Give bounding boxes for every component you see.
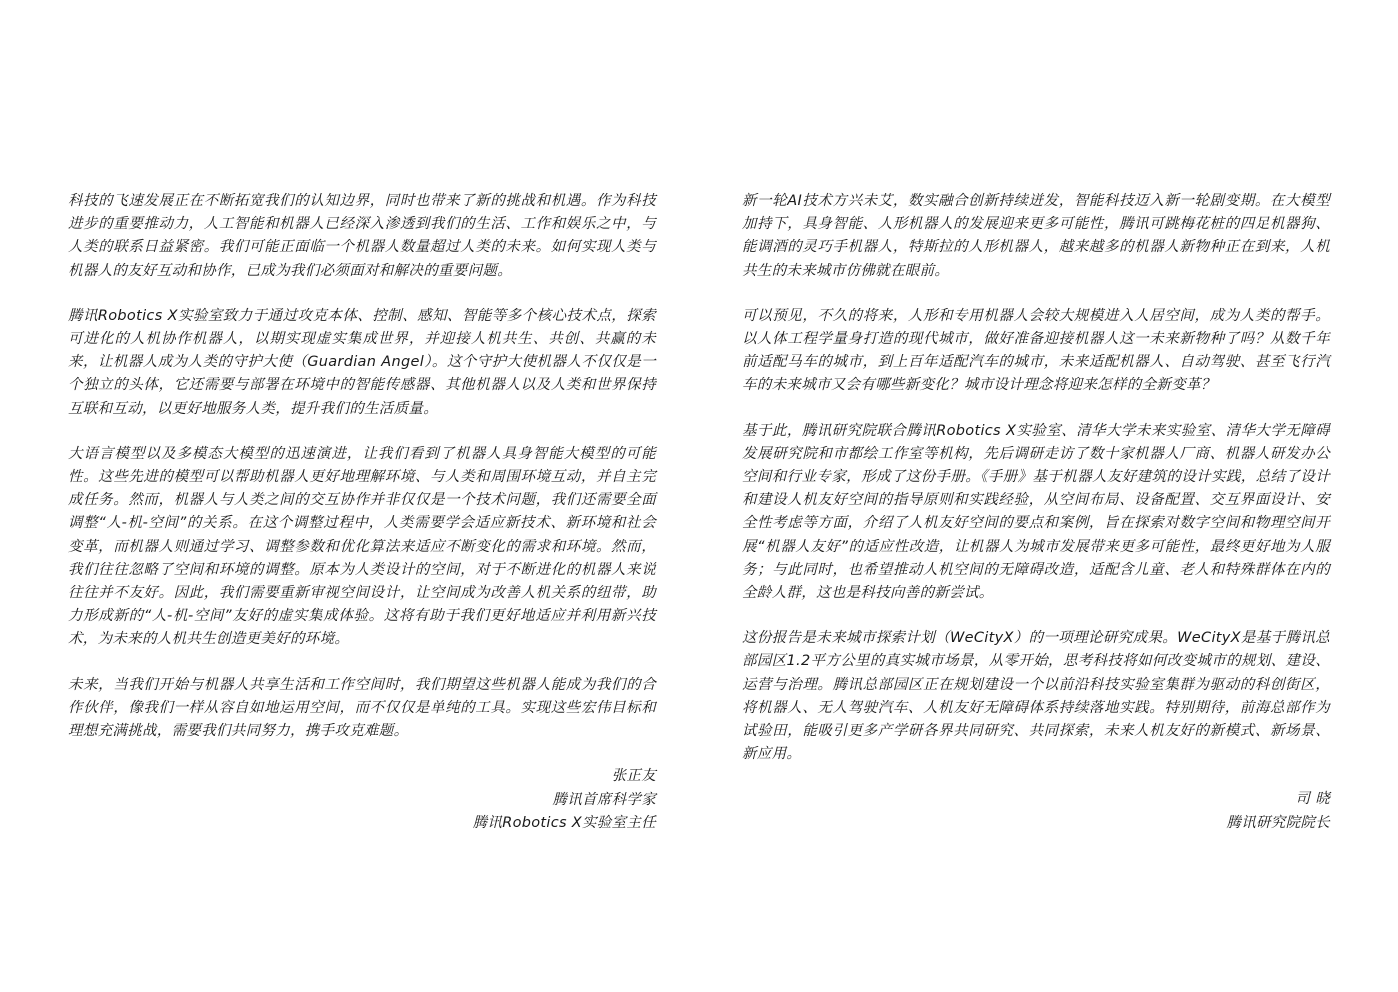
right-signature: [742, 788, 1330, 835]
left-paragraph-2: 腾讯Robotics X实验室致力于通过攻克本体、控制、感知、智能等多个核心技术点，探索可进化的人机协作机器人，以期实现虚实集成世界，并迎接人机共生、共创、共赢的未来，让机器人成为人类的守护大使（Guardian Angel）。这个守护大使机器人不仅仅是一个独立的头体，它还需要与部署在环境中的智能传感器、其他机器人以及人类和世界保持互联和互动，以更好地服务人类，提升我们的生活质量。: [68, 307, 656, 417]
right-paragraph-2: 可以预见，不久的将来，人形和专用机器人会较大规模进入人居空间，成为人类的帮手。以人体工程学量身打造的现代城市，做好准备迎接机器人这一未来新物种了吗？从数千年前适配马车的城市，到上百年适配汽车的城市，未来适配机器人、自动驾驶、甚至飞行汽车的未来城市又会有哪些新变化？城市设计理念将迎来怎样的全新变革？: [742, 307, 1330, 394]
left-signature-title-1: 腾讯首席科学家: [552, 791, 656, 808]
left-paragraph-3: 大语言模型以及多模态大模型的迅速演进，让我们看到了机器人具身智能大模型的可能性。这些先进的模型可以帮助机器人更好地理解环境、与人类和周围环境互动，并自主完成任务。然而，机器人与人类之间的交互协作并非仅仅是一个技术问题，我们还需要全面调整“人-机-空间”的关系。在这个调整过程中，人类需要学会适应新技术、新环境和社会变革，而机器人则通过学习、调整参数和优化算法来适应不断变化的需求和环境。然而，我们往往忽略了空间和环境的调整。原本为人类设计的空间，对于不断进化的机器人来说往往并不友好。因此，我们需要重新审视空间设计，让空间成为改善人机关系的纽带，助力形成新的“人-机-空间”友好的虚实集成体验。这将有助于我们更好地适应并利用新兴技术，为未来的人机共生创造更美好的环境。: [68, 445, 656, 648]
right-paragraph-4: 这份报告是未来城市探索计划（WeCityX）的一项理论研究成果。WeCityX是基于腾讯总部园区1.2平方公里的真实城市场景，从零开始，思考科技将如何改变城市的规划、建设、运营与治理。腾讯总部园区正在规划建设一个以前沿科技实验室集群为驱动的科创街区，将机器人、无人驾驶汽车、人机友好无障碍体系持续落地实践。特别期待，前海总部作为试验田，能吸引更多产学研各界共同研究、共同探索，未来人机友好的新模式、新场景、新应用。: [742, 630, 1330, 763]
right-page-column: [742, 190, 1330, 835]
right-signature-title-1: 腾讯研究院院长: [1226, 814, 1330, 831]
left-paragraph-4: 未来，当我们开始与机器人共享生活和工作空间时，我们期望这些机器人能成为我们的合作伙伴，像我们一样从容自如地运用空间，而不仅仅是单纯的工具。实现这些宏伟目标和理想充满挑战，需要我们共同努力，携手攻克难题。: [68, 676, 656, 740]
right-signature-name: 司 晓: [1295, 791, 1330, 808]
right-paragraph-3: 基于此，腾讯研究院联合腾讯Robotics X实验室、清华大学未来实验室、清华大学无障碍发展研究院和市都绘工作室等机构，先后调研走访了数十家机器人厂商、机器人研发办公空间和行业专家，形成了这份手册。《手册》基于机器人友好建筑的设计实践，总结了设计和建设人机友好空间的指导原则和实践经验，从空间布局、设备配置、交互界面设计、安全性考虑等方面，介绍了人机友好空间的要点和案例，旨在探索对数字空间和物理空间开展“机器人友好”的适应性改造，让机器人为城市发展带来更多可能性，最终更好地为人服务；与此同时，也希望推动人机空间的无障碍改造，适配含儿童、老人和特殊群体在内的全龄人群，这也是科技向善的新尝试。: [742, 422, 1330, 602]
left-page-column: [68, 190, 656, 836]
right-paragraph-1: 新一轮AI技术方兴未艾，数实融合创新持续迸发，智能科技迈入新一轮剧变期。在大模型加持下，具身智能、人形机器人的发展迎来更多可能性，腾讯可跳梅花桩的四足机器狗、能调酒的灵巧手机器人，特斯拉的人形机器人，越来越多的机器人新物种正在到来，人机共生的未来城市仿佛就在眼前。: [742, 193, 1330, 279]
left-signature: [68, 765, 656, 836]
left-signature-name: 张正友: [611, 768, 656, 785]
left-paragraph-1: 科技的飞速发展正在不断拓宽我们的认知边界，同时也带来了新的挑战和机遇。作为科技进步的重要推动力，人工智能和机器人已经深入渗透到我们的生活、工作和娱乐之中，与人类的联系日益紧密。我们可能正面临一个机器人数量超过人类的未来。如何实现人类与机器人的友好互动和协作，已成为我们必须面对和解决的重要问题。: [68, 193, 656, 279]
left-signature-title-2: 腾讯Robotics X实验室主任: [472, 815, 656, 832]
